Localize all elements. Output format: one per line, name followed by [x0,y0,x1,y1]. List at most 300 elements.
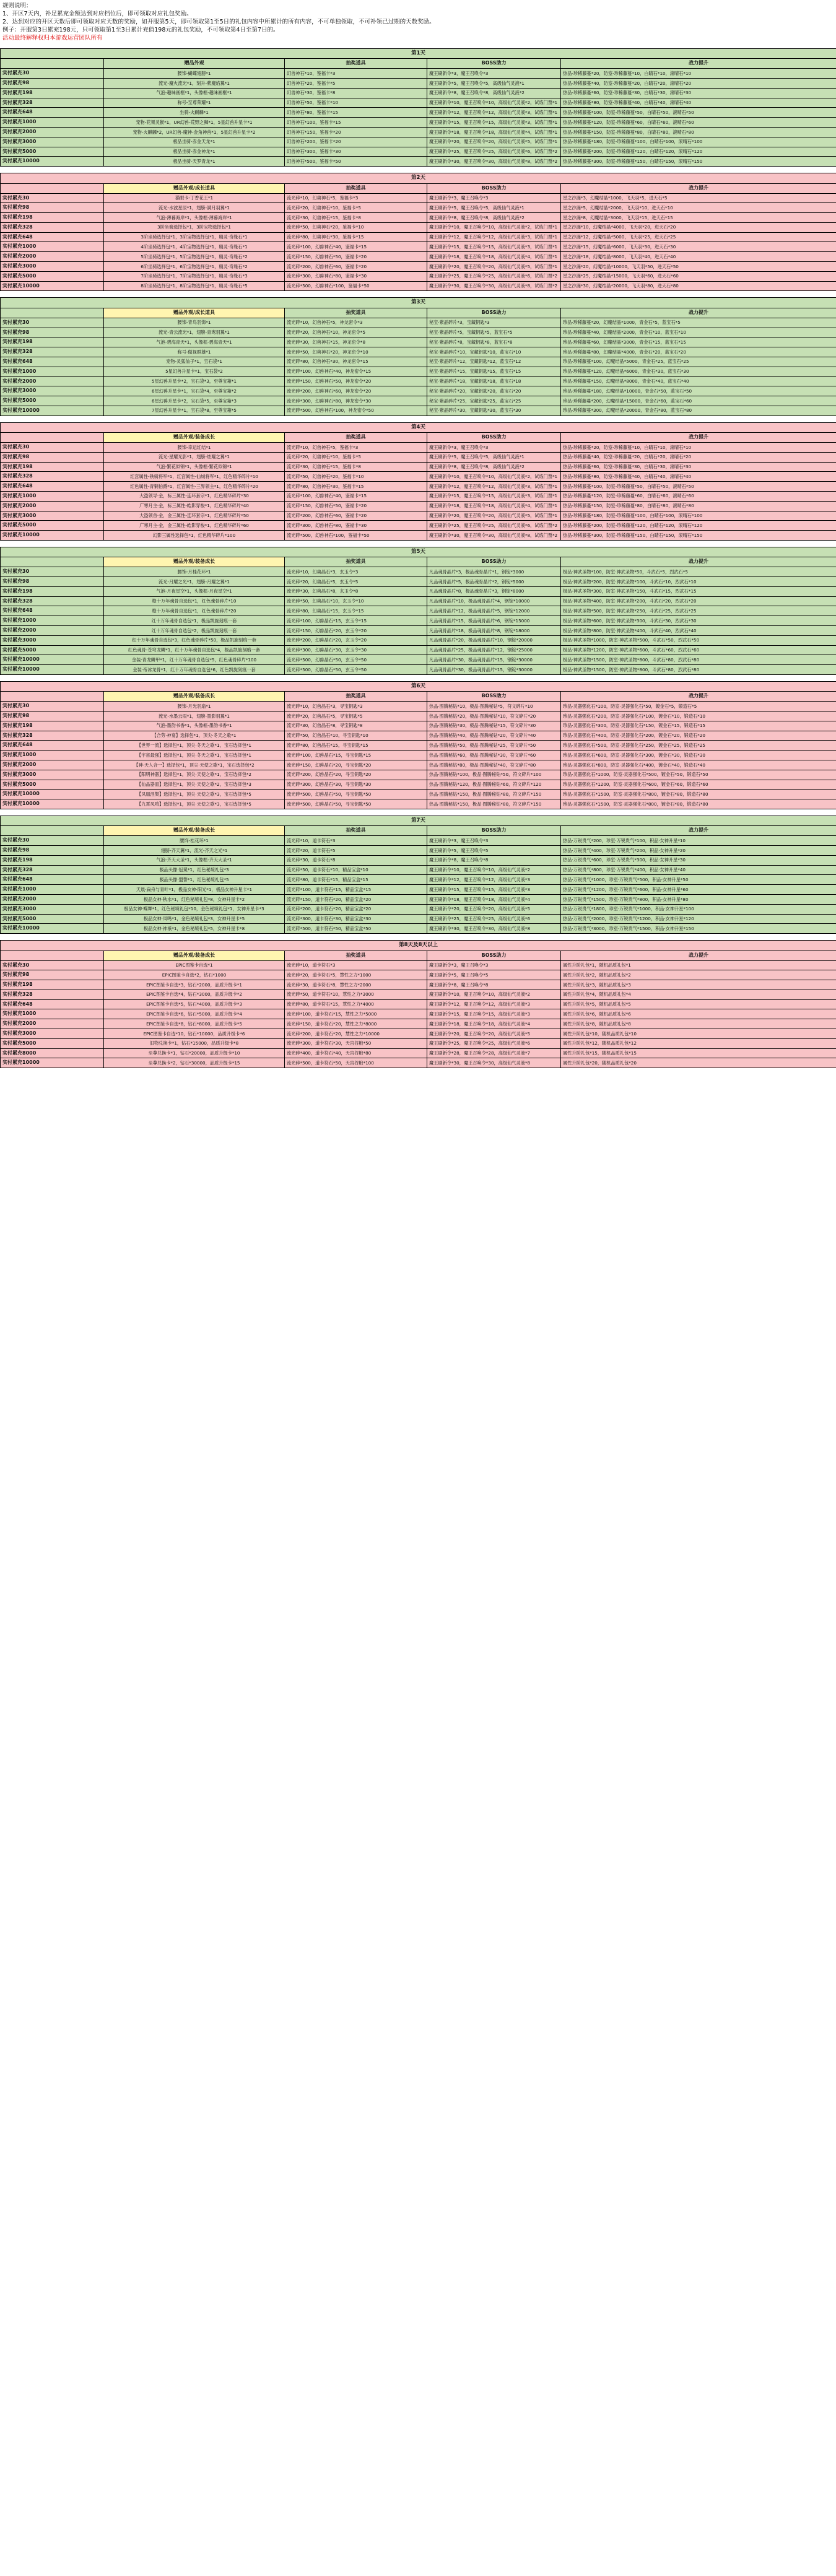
day-title: 第7天 [1,816,836,826]
reward-cell: 腰饰-月光羽扇*1 [104,702,285,711]
reward-cell: 魔王刷新令*3，魔王召唤令*3 [427,69,561,79]
tier-label: 实付累充198 [1,855,104,865]
table-row [1,376,836,386]
tier-label: 实付累充3000 [1,386,104,396]
reward-cell: 流光碎*200，幻兽神石*60，鉴福卡*20 [285,511,427,521]
reward-cell: 流光碎*150，道卡符石*20，慧性之力*8000 [285,1019,427,1029]
reward-cell: 魔王刷新令*20，魔王召唤令*20，高级仙气灵液*5 [427,1029,561,1039]
table-row [1,222,836,232]
rules-line-2: 2、达到对应的开区天数后即可领取对应天数的奖励，如开服第5天，即可领取第1至5日的礼包内容中所累计的所有内容，不可单独领取，不可补领已过期的天数奖励。 [2,19,435,25]
table-row [1,855,836,865]
table-row [1,88,836,98]
table-row [1,232,836,242]
reward-cell: 猫眼卡-丁香花王*1 [104,193,285,203]
reward-cell: 极品·神武圣物*300，防室·神武圣物*150，斗武石*15，烈武石*15 [561,586,836,596]
reward-cell: 6星幻兽升星卡*1，宝石袋*4，至尊宝箱*2 [104,386,285,396]
tier-label: 实付累充10000 [1,157,104,167]
reward-cell: 流光碎*30，幻兽神石*15，鉴福卡*8 [285,462,427,472]
reward-cell: 魔王刷新令*18，魔王召唤令*18，高级仙气灵液*4 [427,895,561,905]
header-cell: 抽奖道具 [285,433,427,443]
reward-cell: 幻兽神石*300，鉴福卡*30 [285,147,427,157]
reward-cell: 魔王刷新令*15，魔王召唤令*15，高级仙气灵液*3 [427,1009,561,1019]
reward-cell: 5阶坐骑选择包*1，5阶宝物选择包*1，精灵·奇缘石*2 [104,252,285,262]
reward-cell: 流光碎*300，幻兽神石*80，神龙密令*30 [285,396,427,406]
tier-label: 实付累充648 [1,875,104,885]
reward-cell: 流光碎*80，幻兽晶石*15，玄玉令*15 [285,606,427,616]
header-cell: 赠品外观/成长道具 [104,183,285,193]
reward-cell: 珍品·灵器强化石*400，防室·灵器强化石*200，镀金石*20，锻造石*20 [561,731,836,741]
reward-cell: 魔王刷新令*8，魔王召唤令*8，高级仙气灵液*2 [427,88,561,98]
table-row [1,702,836,711]
reward-cell: 腰饰-蝴蝶翅膀*1 [104,69,285,79]
tier-label: 实付累充328 [1,472,104,482]
reward-cell: 魔王刷新令*10，魔王召唤令*10，高级仙气灵液*2，试炼门票*1 [427,222,561,232]
reward-cell: 流光碎*500，幻兽晶石*50，寻宝钥匙*50 [285,790,427,799]
reward-cell: 流光-星耀光影*1，翅膀-炫耀之翼*1 [104,452,285,462]
table-row [1,760,836,770]
reward-cell: 星之沙漏*12，幻魔结晶*5000，飞天羽*25，进天石*25 [561,232,836,242]
reward-cell: 魔王刷新令*3，魔王召唤令*3 [427,442,561,452]
header-cell: BOSS助力 [427,183,561,193]
reward-cell: 秘宝·紫晶碎片*25，宝藏钥匙*25，蓝宝石*25 [427,396,561,406]
reward-cell: 热品·图腾秘钻*20，极品·图腾秘钻*10，符文碎片*20 [427,711,561,721]
table-row [1,69,836,79]
reward-cell: EPIC图鉴卡自选*10，钻石*10000，品质升级卡*6 [104,1029,285,1039]
table-row [1,193,836,203]
reward-cell: 魔王刷新令*28，魔王召唤令*28，高级仙气灵液*7 [427,1048,561,1058]
reward-cell: 气泡-碧海青天*1，头像框-碧海青天*1 [104,337,285,347]
header-cell: 赠品外观/装备成长 [104,557,285,567]
reward-cell: 魔王刷新令*15，魔王召唤令*15，高级仙气灵液*3，试炼门票*1 [427,242,561,252]
reward-cell: EPIC图鉴卡自选*4，钻石*3000，品质升级卡*2 [104,990,285,999]
tier-label: 实付累充2000 [1,1019,104,1029]
reward-cell: 气泡-趣味画框*1，头像框-趣味画框*1 [104,88,285,98]
reward-cell: 魔王刷新令*20，魔王召唤令*20，高级仙气灵液*5，试炼门票*1 [427,137,561,147]
reward-cell: 气泡-薄暮海岸*1，头像框-薄暮海岸*1 [104,213,285,223]
reward-cell: 流光碎*500，幻兽神石*100，神龙密令*50 [285,406,427,416]
table-row [1,606,836,616]
reward-cell: 秘宝·紫晶碎片*10，宝藏钥匙*10，蓝宝石*10 [427,347,561,357]
day-title: 第4天 [1,422,836,432]
reward-cell: 魔王刷新令*18，魔王召唤令*18，高级仙气灵液*4，试炼门票*1 [427,252,561,262]
reward-cell: 魔王刷新令*18，魔王召唤令*18，高级仙气灵液*4，试炼门票*1 [427,128,561,137]
reward-cell: 属性升阶礼包*2，随机品质礼包*2 [561,970,836,980]
header-row [1,433,836,443]
reward-cell: 流光碎*50，幻兽神石*20，神龙密令*10 [285,347,427,357]
table-row [1,281,836,291]
reward-cell: 流光碎*300，道卡符石*30，精品宝盒*30 [285,914,427,924]
reward-cell: 气泡-齐天大圣*1，头像框-齐天大圣*1 [104,855,285,865]
reward-cell: 属性升阶礼包*3，随机品质礼包*3 [561,980,836,990]
reward-cell: 热品-珍稀藤蔓*180，防室-珍稀藤蔓*100，白睛石*100，滚晴石*100 [561,137,836,147]
rules-line-1: 1、开区7天内，补足累充金额达到对应档位后，即可领取对应礼包奖励。 [2,11,193,17]
reward-cell: 流光碎*150，幻兽神石*50，鉴福卡*20 [285,252,427,262]
table-row [1,262,836,272]
tier-label: 实付累充98 [1,577,104,587]
tier-label: 实付累充98 [1,452,104,462]
reward-cell: 7阶坐骑选择包*1，7阶宝物选择包*1，精灵·奇缘石*3 [104,271,285,281]
reward-cell: 热品-珍稀藤蔓*120，防室-珍稀藤蔓*60，白睛石*60，滚晴石*60 [561,118,836,128]
reward-cell: 流光碎*20，幻兽晶石*5，寻宝钥匙*5 [285,711,427,721]
reward-tables [0,48,836,1074]
reward-cell: 流光碎*200，幻兽晶石*20，玄玉令*20 [285,635,427,645]
table-row [1,924,836,934]
reward-cell: 腰饰-月桂花环*1 [104,567,285,577]
tier-label: 实付累充30 [1,442,104,452]
reward-cell: 珍品·灵器强化石*1200，防室·灵器强化石*600，镀金石*60，锻造石*60 [561,780,836,790]
reward-cell: 魔王刷新令*8，魔王召唤令*8，高级仙气灵液*2 [427,213,561,223]
reward-cell: 魔王刷新令*5，魔王召唤令*5，高级仙气灵液*1 [427,79,561,89]
reward-cell: 流光-水波星辰*1，翅膀-满月羽翼*1 [104,203,285,213]
reward-cell: 魔王刷新令*8，魔王召唤令*8，高级仙气灵液*2 [427,462,561,472]
divider [0,416,836,422]
reward-cell: 极品·神武圣物*400，防室·神武圣物*200，斗武石*20，烈武石*20 [561,596,836,606]
reward-cell: 流光碎*50，幻兽神石*20，鉴福卡*10 [285,222,427,232]
reward-cell: 热品·图腾秘钻*30，极品·图腾秘钻*15，符文碎片*30 [427,721,561,731]
tier-label: 实付累充3000 [1,770,104,780]
table-row [1,1048,836,1058]
table-row [1,655,836,665]
reward-cell: 8阶坐骑选择包*1，8阶宝物选择包*1，精灵·奇缘石*5 [104,281,285,291]
tier-label: 实付累充648 [1,357,104,367]
reward-cell: 坐骑-火麒麟*1 [104,108,285,118]
reward-cell: EPIC图鉴卡自选*8，钻石*8000，品质升级卡*5 [104,1019,285,1029]
reward-cell: 流光碎*300，道卡符石*30，天宫谷粮*50 [285,1038,427,1048]
reward-cell: 秘宝·紫晶碎片*12，宝藏钥匙*12，蓝宝石*12 [427,357,561,367]
tier-label: 实付累充1000 [1,118,104,128]
table-row [1,318,836,328]
reward-cell: 流光碎*200，幻兽晶石*20，寻宝钥匙*20 [285,770,427,780]
reward-cell: 流光碎*500，道卡符石*50，精品宝盒*50 [285,924,427,934]
reward-cell: 热品·图腾秘钻*40，极品·图腾秘钻*20，符文碎片*40 [427,731,561,741]
reward-cell: 极品·神武圣物*600，防室·神武圣物*300，斗武石*30，烈武石*30 [561,616,836,626]
reward-cell: 幻兽神石*30，鉴福卡*8 [285,88,427,98]
table-row [1,452,836,462]
reward-cell: 热品·万锐贵气*1800，珍室·万锐贵气*1000，积品·女神升星*100 [561,904,836,914]
reward-cell: 热品-珍稀藤蔓*300，防室-珍稀藤蔓*150，白睛石*150，滚晴石*150 [561,157,836,167]
tier-label: 实付累充1000 [1,1009,104,1019]
reward-cell: 流光碎*30，幻兽神石*15，神龙密令*8 [285,337,427,347]
reward-cell: 流光碎*150，幻兽晶石*20，玄玉令*20 [285,625,427,635]
reward-cell: 极品坐骑-天罗青龙*1 [104,157,285,167]
reward-cell: 魔王刷新令*12，魔王召唤令*12，高级仙气灵液*3，试炼门票*1 [427,232,561,242]
reward-cell: 极品女神·秋水*1，红色秘境礼包*8，女神升星卡*2 [104,895,285,905]
reward-cell: 魔王刷新令*10，魔王召唤令*10，高级仙气灵液*2 [427,865,561,875]
reward-cell: 流光碎*30，道卡符石*8 [285,855,427,865]
reward-cell: 极品·神武圣物*800，防室·神武圣物*400，斗武石*40，烈武石*40 [561,625,836,635]
day-title: 第6天 [1,681,836,691]
reward-cell: 流光-青云流光*1，翅膀-青鸾羽翼*1 [104,328,285,337]
header-cell: 战力提升 [561,59,836,69]
table-row [1,442,836,452]
reward-cell: 凡品魂骨晶片*15，极品魂骨晶片*6，钢锭*15000 [427,616,561,626]
rules-title: 规则说明： [2,2,32,9]
tier-label: 实付累充2000 [1,760,104,770]
table-row [1,1029,836,1039]
reward-cell: 魔王刷新令*25，魔王召唤令*25，高级仙气灵液*6 [427,914,561,924]
reward-cell: 魔王刷新令*30，魔王召唤令*30，高级仙气灵液*8 [427,924,561,934]
reward-cell: 热品-珍稀藤蔓*60，防室-珍稀藤蔓*30，白睛石*30，滚晴石*30 [561,88,836,98]
reward-cell: 热品-珍稀藤蔓*150，防室-珍稀藤蔓*80，白睛石*80，滚晴石*80 [561,128,836,137]
tier-label: 实付累充198 [1,337,104,347]
reward-cell: 珍品·灵器强化石*300，防室·灵器强化石*150，镀金石*15，锻造石*15 [561,721,836,731]
table-row [1,386,836,396]
table-row [1,213,836,223]
reward-cell: 【仙品器皿】选择包*1，顶尖·天使之歌*2，宝石选择包*3 [104,780,285,790]
tier-label: 实付累充10000 [1,531,104,541]
reward-cell: 红色属性-青铜伯爵*1，红宫属性-三界领主*1，红色精华碎片*20 [104,482,285,492]
reward-cell: 珍品·珍稀藤蔓*180，幻魔结晶*10000，青金石*50，蓝宝石*50 [561,386,836,396]
reward-cell: 珍品·珍稀藤蔓*60，幻魔结晶*3000，青金石*15，蓝宝石*15 [561,337,836,347]
reward-cell: 珍品·灵器强化石*1000，防室·灵器强化石*500，镀金石*50，锻造石*50 [561,770,836,780]
reward-cell: 红十万年魂骨自选包*3，红色魂骨碎片*50，极品凯旋刻痕一套 [104,635,285,645]
tier-label: 实付累充2000 [1,252,104,262]
header-row [1,183,836,193]
tier-label: 实付累充30 [1,960,104,970]
reward-cell: 魔王刷新令*30，魔王召唤令*30，高级仙气灵液*8，试炼门票*2 [427,531,561,541]
reward-cell: 流光碎*150，幻兽晶石*20，寻宝钥匙*20 [285,760,427,770]
tier-label: 实付累充5000 [1,147,104,157]
reward-cell: 至尊兑换卡*2，钻石*30000，品质升级卡*15 [104,1058,285,1068]
reward-cell: 热品·万锐贵气*2000，珍室·万锐贵气*1200，积品·女神升星*120 [561,914,836,924]
reward-cell: 热品-珍稀藤蔓*200，防室-珍稀藤蔓*120，白睛石*120，滚晴石*120 [561,521,836,531]
reward-cell: 流光碎*10，幻兽晶石*3，寻宝钥匙*3 [285,702,427,711]
reward-cell: 6阶坐骑选择包*1，6阶宝物选择包*1，精灵·奇缘石*2 [104,262,285,272]
reward-cell: 红色魂骨-苍穹龙鳞*1，红十万年魂骨自选包*4，极品凯旋刻痕一套 [104,645,285,655]
tier-label: 实付累充1000 [1,616,104,626]
reward-cell: 星之沙漏*15，幻魔结晶*6000，飞天羽*30，进天石*30 [561,242,836,252]
reward-cell: 魔王刷新令*12，魔王召唤令*12，高级仙气灵液*3 [427,999,561,1009]
table-row [1,904,836,914]
reward-cell: 流光碎*10，道卡符石*3 [285,960,427,970]
reward-cell: 流光碎*20，幻兽神石*10，鉴福卡*5 [285,452,427,462]
header-row [1,59,836,69]
reward-cell: 流光碎*20，道卡符石*5，慧性之力*1000 [285,970,427,980]
table-row [1,770,836,780]
header-cell: BOSS助力 [427,826,561,836]
reward-cell: 流光碎*80，道卡符石*15，慧性之力*4000 [285,999,427,1009]
reward-cell: 珍品·灵器强化石*1500，防室·灵器强化石*800，镀金石*80，锻造石*80 [561,799,836,809]
tier-label: 实付累充5000 [1,645,104,655]
table-row [1,635,836,645]
divider [0,934,836,940]
tier-label: 实付累充198 [1,586,104,596]
reward-cell: 珍品·灵器强化石*800，防室·灵器强化石*400，镀金石*40，锻造石*40 [561,760,836,770]
reward-cell: 橙十万年魂骨自选包*1，红色魂骨碎片*10 [104,596,285,606]
table-row [1,895,836,905]
header-cell: BOSS助力 [427,951,561,960]
reward-cell: 流光碎*10，道卡符石*3 [285,836,427,846]
table-row [1,846,836,856]
reward-cell: 大盗领导·金，标三属性-连环套宗*1，红色精华碎片*30 [104,491,285,501]
reward-cell: 秘宝·紫晶碎片*20，宝藏钥匙*20，蓝宝石*20 [427,386,561,396]
reward-cell: 热品-珍稀藤蔓*40，防室-珍稀藤蔓*20，白睛石*20，滚晴石*20 [561,452,836,462]
reward-cell: 气泡-墨韵书香*1，头像框-墨韵书香*1 [104,721,285,731]
tier-label: 实付累充5000 [1,271,104,281]
table-row [1,396,836,406]
table-row [1,711,836,721]
reward-cell: 翅膀-齐天翼*1，流光-齐天之光*1 [104,846,285,856]
header-cell: BOSS助力 [427,692,561,702]
table-row [1,596,836,606]
header-cell [1,433,104,443]
header-cell: BOSS助力 [427,557,561,567]
reward-cell: 红十万年魂骨自选包*1，极品凯旋刻痕一套 [104,616,285,626]
header-cell [1,951,104,960]
header-row [1,826,836,836]
tier-label: 实付累充328 [1,222,104,232]
tier-label: 实付累充1000 [1,491,104,501]
header-cell [1,826,104,836]
reward-cell: 流光碎*500，幻兽晶石*50，寻宝钥匙*50 [285,799,427,809]
reward-cell: 魔王刷新令*8，魔王召唤令*8 [427,980,561,990]
tier-label: 实付累充5000 [1,521,104,531]
tier-label: 实付累充98 [1,711,104,721]
table-row [1,721,836,731]
reward-cell: 热品·万锐贵气*1200，珍室·万锐贵气*600，积品·女神升星*60 [561,885,836,895]
reward-cell: 珍品·灵器强化石*100，防室·灵器强化石*50，镀金石*5，锻造石*5 [561,702,836,711]
reward-cell: 热品-珍稀藤蔓*200，防室-珍稀藤蔓*120，白睛石*120，滚晴石*120 [561,147,836,157]
tier-label: 实付累充2000 [1,501,104,511]
reward-cell: 流光碎*500，幻兽晶石*50，玄玉令*50 [285,665,427,675]
reward-cell: 4阶坐骑选择包*1，4阶宝物选择包*1，精灵·奇缘石*1 [104,242,285,252]
reward-cell: 流光碎*20，幻兽晶石*5，玄玉令*5 [285,577,427,587]
table-row [1,799,836,809]
header-cell: BOSS助力 [427,59,561,69]
reward-cell: 魔王刷新令*3，魔王召唤令*3 [427,193,561,203]
reward-cell: 凡品魂骨晶片*20，极品魂骨晶片*10，钢锭*20000 [427,635,561,645]
reward-cell: 流光碎*10，幻兽晶石*3，玄玉令*3 [285,567,427,577]
table-row [1,521,836,531]
tier-label: 实付累充648 [1,232,104,242]
header-row [1,557,836,567]
reward-cell: 流光碎*500，道卡符石*50，天宫谷粮*100 [285,1058,427,1068]
reward-cell: 凡品魂骨晶片*12，极品魂骨晶片*5，钢锭*12000 [427,606,561,616]
divider [0,541,836,547]
tier-label: 实付累充328 [1,865,104,875]
reward-cell: 极品·神武圣物*1500，防室·神武圣物*800，斗武石*80，烈武石*80 [561,665,836,675]
reward-cell: 7星幻兽升星卡*1，宝石袋*8，至尊宝箱*5 [104,406,285,416]
reward-cell: 珍品·珍稀藤蔓*40，幻魔结晶*2000，青金石*10，蓝宝石*10 [561,328,836,337]
tier-label: 实付累充2000 [1,625,104,635]
reward-cell: 热品-珍稀藤蔓*80，防室-珍稀藤蔓*40，白睛石*40，滚晴石*40 [561,472,836,482]
reward-cell: 气泡-繁花似锦*1，头像框-繁花似锦*1 [104,462,285,472]
day-table-7 [0,816,836,934]
day-table-8 [0,940,836,1068]
reward-cell: 珍品·珍稀藤蔓*120，幻魔结晶*6000，青金石*30，蓝宝石*30 [561,367,836,376]
table-row [1,128,836,137]
table-row [1,203,836,213]
tier-label: 实付累充30 [1,567,104,577]
reward-cell: 属性升阶礼包*1，随机品质礼包*1 [561,960,836,970]
reward-cell: 旧物兑换卡*1，钻石*15000，品质升级卡*8 [104,1038,285,1048]
tier-label: 实付累充10000 [1,790,104,799]
reward-cell: EPIC图鉴卡自选*5，钻石*4000，品质升级卡*3 [104,999,285,1009]
reward-cell: 3阶坐骑选择包*1，3阶宝物选择包*1 [104,222,285,232]
reward-cell: 流光碎*100，道卡符石*15，精品宝盒*15 [285,885,427,895]
reward-cell: 魔王刷新令*5，魔王召唤令*5 [427,846,561,856]
tier-label: 实付累充648 [1,482,104,492]
reward-cell: 热品-珍稀藤蔓*120，防室-珍稀藤蔓*60，白睛石*60，滚晴石*60 [561,491,836,501]
reward-cell: 极品·神武圣物*500，防室·神武圣物*250，斗武石*25，烈武石*25 [561,606,836,616]
reward-cell: 幻兽神石*100，鉴福卡*15 [285,118,427,128]
reward-cell: 魔王刷新令*25，魔王召唤令*25，高级仙气灵液*6，试炼门票*2 [427,521,561,531]
reward-cell: 星之沙漏*18，幻魔结晶*8000，飞天羽*40，进天石*40 [561,252,836,262]
reward-cell: 凡品魂骨晶片*30，极品魂骨晶片*15，钢锭*30000 [427,655,561,665]
tier-label: 实付累充648 [1,999,104,1009]
reward-cell: 流光碎*300，幻兽神石*80，鉴福卡*30 [285,521,427,531]
reward-cell: 魔王刷新令*20，魔王召唤令*20，高级仙气灵液*5，试炼门票*1 [427,511,561,521]
tier-label: 实付累充198 [1,980,104,990]
tier-label: 实付累充5000 [1,780,104,790]
header-cell: 赠品外观 [104,59,285,69]
header-cell: 抽奖道具 [285,826,427,836]
reward-cell: 热品-珍稀藤蔓*40，防室-珍稀藤蔓*20，白睛石*20，滚晴石*20 [561,79,836,89]
reward-cell: 流光碎*200，道卡符石*20，精品宝盒*20 [285,904,427,914]
reward-cell: 热品-珍稀藤蔓*20，防室-珍稀藤蔓*10，白睛石*10，滚晴石*10 [561,442,836,452]
table-row [1,914,836,924]
reward-cell: 热品·万锐贵气*1500，珍室·万锐贵气*800，积品·女神升星*80 [561,895,836,905]
table-row [1,885,836,895]
reward-cell: 幻兽神石*80，鉴福卡*15 [285,108,427,118]
reward-cell: 极品女神·神祇*1，金色秘境礼包*5，女神升星卡*8 [104,924,285,934]
table-row [1,271,836,281]
reward-cell: 幻兽神石*50，鉴福卡*10 [285,98,427,108]
reward-cell: 星之沙漏*5，幻魔结晶*2000，飞天羽*10，进天石*10 [561,203,836,213]
reward-cell: 5星幻兽升星卡*2，宝石袋*3，至尊宝箱*1 [104,376,285,386]
reward-cell: 红宫属性-铁骑将军*1，红宫属性-仙城将军*1，红色精华碎片*10 [104,472,285,482]
reward-cell: EPIC图鉴卡自选*3，钻石*2000，品质升级卡*1 [104,980,285,990]
reward-cell: 珍品·灵器强化石*500，防室·灵器强化石*250，镀金石*25，锻造石*25 [561,741,836,751]
reward-cell: 流光碎*80，道卡符石*15，精品宝盒*15 [285,875,427,885]
reward-cell: 流光碎*100，幻兽神石*40，神龙密令*15 [285,367,427,376]
table-row [1,999,836,1009]
divider [0,675,836,681]
reward-cell: 宠物-灵狐仙子*1，宝石袋*1 [104,357,285,367]
reward-cell: 【凤凰涅槃】选择包*1，顶尖·天使之歌*3，宝石选择包*5 [104,790,285,799]
reward-cell: 魔王刷新令*20，魔王召唤令*20，高级仙气灵液*5 [427,904,561,914]
reward-cell: 属性升阶礼包*5，随机品质礼包*5 [561,999,836,1009]
table-row [1,1019,836,1029]
reward-cell: 魔王刷新令*5，魔王召唤令*5，高级仙气灵液*1 [427,203,561,213]
reward-cell: 热品·万锐贵气*800，珍室·万锐贵气*400，积品·女神升星*40 [561,865,836,875]
table-row [1,836,836,846]
reward-cell: 极品女神·凤鸣*1，金色秘境礼包*3，女神升星卡*5 [104,914,285,924]
reward-cell: 流光碎*300，幻兽晶石*30，玄玉令*30 [285,645,427,655]
reward-cell: 魔王刷新令*3，魔王召唤令*3 [427,960,561,970]
header-row [1,951,836,960]
header-cell: 战力提升 [561,183,836,193]
day-title: 第1天 [1,49,836,59]
table-row [1,665,836,675]
reward-cell: 凡品魂骨晶片*3，极品魂骨晶片*1，钢锭*3000 [427,567,561,577]
reward-cell: 珍品·灵器强化石*1500，防室·灵器强化石*800，镀金石*80，锻造石*80 [561,790,836,799]
header-row [1,308,836,318]
divider [0,167,836,173]
tier-label: 实付累充3000 [1,635,104,645]
table-row [1,980,836,990]
tier-label: 实付累充10000 [1,655,104,665]
reward-cell: 珍品·珍稀藤蔓*200，幻魔结晶*15000，青金石*60，蓝宝石*60 [561,396,836,406]
day-title: 第8天及8天以上 [1,941,836,951]
reward-cell: 凡品魂骨晶片*5，极品魂骨晶片*2，钢锭*5000 [427,577,561,587]
reward-cell: 珍品·珍稀藤蔓*80，幻魔结晶*4000，青金石*20，蓝宝石*20 [561,347,836,357]
reward-cell: 热品·图腾秘钻*100，极品·图腾秘钻*50，符文碎片*100 [427,770,561,780]
tier-label: 实付累充1000 [1,367,104,376]
reward-cell: 极品头像·盟誓*1，红色秘境礼包*5 [104,875,285,885]
header-cell: 赠品外观/装备成长 [104,692,285,702]
reward-cell: 热品-珍稀藤蔓*300，防室-珍稀藤蔓*150，白睛石*150，滚晴石*150 [561,531,836,541]
